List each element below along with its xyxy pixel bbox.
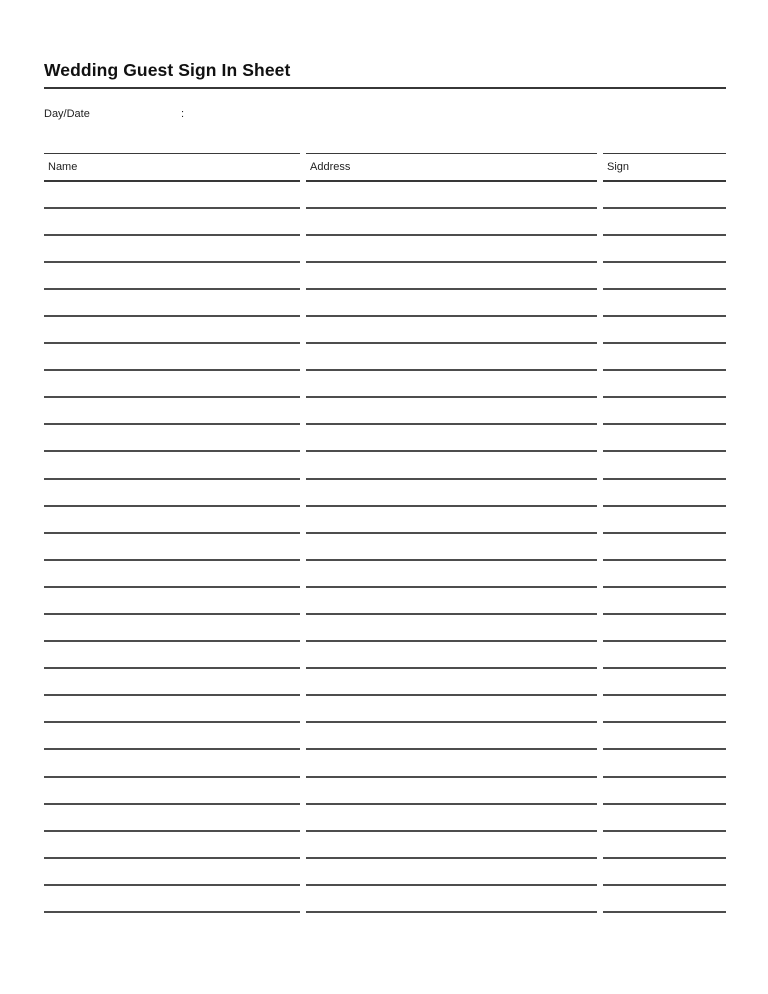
name-cell[interactable] bbox=[44, 290, 300, 317]
sign-cell[interactable] bbox=[603, 182, 726, 209]
sign-cell[interactable] bbox=[603, 696, 726, 723]
name-cell[interactable] bbox=[44, 669, 300, 696]
table-row bbox=[44, 669, 726, 696]
table-row bbox=[44, 398, 726, 425]
sign-cell[interactable] bbox=[603, 425, 726, 452]
sign-cell[interactable] bbox=[603, 642, 726, 669]
page-title: Wedding Guest Sign In Sheet bbox=[44, 58, 726, 89]
table-row bbox=[44, 588, 726, 615]
sign-cell[interactable] bbox=[603, 805, 726, 832]
name-cell[interactable] bbox=[44, 507, 300, 534]
address-cell[interactable] bbox=[306, 832, 597, 859]
name-cell[interactable] bbox=[44, 425, 300, 452]
table-row bbox=[44, 859, 726, 886]
table-row bbox=[44, 263, 726, 290]
column-header-sign: Sign bbox=[603, 153, 726, 182]
address-cell[interactable] bbox=[306, 859, 597, 886]
name-cell[interactable] bbox=[44, 805, 300, 832]
sign-cell[interactable] bbox=[603, 209, 726, 236]
address-cell[interactable] bbox=[306, 778, 597, 805]
address-cell[interactable] bbox=[306, 236, 597, 263]
name-cell[interactable] bbox=[44, 886, 300, 913]
address-cell[interactable] bbox=[306, 452, 597, 479]
name-cell[interactable] bbox=[44, 344, 300, 371]
sign-cell[interactable] bbox=[603, 615, 726, 642]
day-date-row bbox=[44, 108, 726, 121]
name-cell[interactable] bbox=[44, 209, 300, 236]
column-header-address: Address bbox=[306, 153, 597, 182]
name-cell[interactable] bbox=[44, 750, 300, 777]
address-cell[interactable] bbox=[306, 182, 597, 209]
sign-cell[interactable] bbox=[603, 750, 726, 777]
address-cell[interactable] bbox=[306, 534, 597, 561]
name-cell[interactable] bbox=[44, 480, 300, 507]
name-cell[interactable] bbox=[44, 263, 300, 290]
table-row bbox=[44, 886, 726, 913]
sign-cell[interactable] bbox=[603, 507, 726, 534]
table-row bbox=[44, 832, 726, 859]
sign-cell[interactable] bbox=[603, 534, 726, 561]
name-cell[interactable] bbox=[44, 859, 300, 886]
sign-cell[interactable] bbox=[603, 778, 726, 805]
table-row bbox=[44, 425, 726, 452]
name-cell[interactable] bbox=[44, 371, 300, 398]
name-cell[interactable] bbox=[44, 398, 300, 425]
table-row bbox=[44, 615, 726, 642]
table-row bbox=[44, 209, 726, 236]
name-cell[interactable] bbox=[44, 615, 300, 642]
day-date-separator: : bbox=[181, 108, 185, 120]
sign-cell[interactable] bbox=[603, 588, 726, 615]
name-cell[interactable] bbox=[44, 182, 300, 209]
table-row bbox=[44, 778, 726, 805]
sign-cell[interactable] bbox=[603, 669, 726, 696]
sign-cell[interactable] bbox=[603, 723, 726, 750]
sign-cell[interactable] bbox=[603, 317, 726, 344]
table-row bbox=[44, 534, 726, 561]
address-cell[interactable] bbox=[306, 344, 597, 371]
sign-cell[interactable] bbox=[603, 859, 726, 886]
sign-cell[interactable] bbox=[603, 344, 726, 371]
sign-in-rows bbox=[44, 182, 726, 914]
address-cell[interactable] bbox=[306, 615, 597, 642]
table-row bbox=[44, 507, 726, 534]
sign-cell[interactable] bbox=[603, 236, 726, 263]
sign-cell[interactable] bbox=[603, 398, 726, 425]
address-cell[interactable] bbox=[306, 805, 597, 832]
address-cell[interactable] bbox=[306, 263, 597, 290]
name-cell[interactable] bbox=[44, 778, 300, 805]
address-cell[interactable] bbox=[306, 371, 597, 398]
name-cell[interactable] bbox=[44, 832, 300, 859]
name-cell[interactable] bbox=[44, 588, 300, 615]
address-cell[interactable] bbox=[306, 317, 597, 344]
table-row bbox=[44, 182, 726, 209]
address-cell[interactable] bbox=[306, 209, 597, 236]
table-row bbox=[44, 452, 726, 479]
table-row bbox=[44, 317, 726, 344]
address-cell[interactable] bbox=[306, 507, 597, 534]
table-row bbox=[44, 344, 726, 371]
table-row bbox=[44, 750, 726, 777]
address-cell[interactable] bbox=[306, 723, 597, 750]
table-row bbox=[44, 805, 726, 832]
name-cell[interactable] bbox=[44, 317, 300, 344]
address-cell[interactable] bbox=[306, 886, 597, 913]
table-row bbox=[44, 723, 726, 750]
name-cell[interactable] bbox=[44, 723, 300, 750]
table-row bbox=[44, 561, 726, 588]
sign-cell[interactable] bbox=[603, 832, 726, 859]
sign-cell[interactable] bbox=[603, 480, 726, 507]
column-header-name: Name bbox=[44, 153, 300, 182]
table-row bbox=[44, 480, 726, 507]
address-cell[interactable] bbox=[306, 290, 597, 317]
address-cell[interactable] bbox=[306, 642, 597, 669]
name-cell[interactable] bbox=[44, 236, 300, 263]
name-cell[interactable] bbox=[44, 696, 300, 723]
table-row bbox=[44, 236, 726, 263]
day-date-label: Day/Date bbox=[44, 108, 90, 120]
address-cell[interactable] bbox=[306, 696, 597, 723]
sign-in-table bbox=[44, 153, 726, 914]
table-header-row bbox=[44, 153, 726, 182]
address-cell[interactable] bbox=[306, 588, 597, 615]
address-cell[interactable] bbox=[306, 480, 597, 507]
name-cell[interactable] bbox=[44, 642, 300, 669]
address-cell[interactable] bbox=[306, 398, 597, 425]
name-cell[interactable] bbox=[44, 561, 300, 588]
sign-cell[interactable] bbox=[603, 290, 726, 317]
sign-cell[interactable] bbox=[603, 561, 726, 588]
sign-cell[interactable] bbox=[603, 263, 726, 290]
address-cell[interactable] bbox=[306, 425, 597, 452]
table-row bbox=[44, 696, 726, 723]
table-row bbox=[44, 371, 726, 398]
table-row bbox=[44, 642, 726, 669]
address-cell[interactable] bbox=[306, 669, 597, 696]
sign-cell[interactable] bbox=[603, 886, 726, 913]
address-cell[interactable] bbox=[306, 750, 597, 777]
sign-cell[interactable] bbox=[603, 452, 726, 479]
name-cell[interactable] bbox=[44, 534, 300, 561]
day-date-value-field[interactable] bbox=[184, 108, 404, 121]
table-row bbox=[44, 290, 726, 317]
address-cell[interactable] bbox=[306, 561, 597, 588]
sign-cell[interactable] bbox=[603, 371, 726, 398]
name-cell[interactable] bbox=[44, 452, 300, 479]
